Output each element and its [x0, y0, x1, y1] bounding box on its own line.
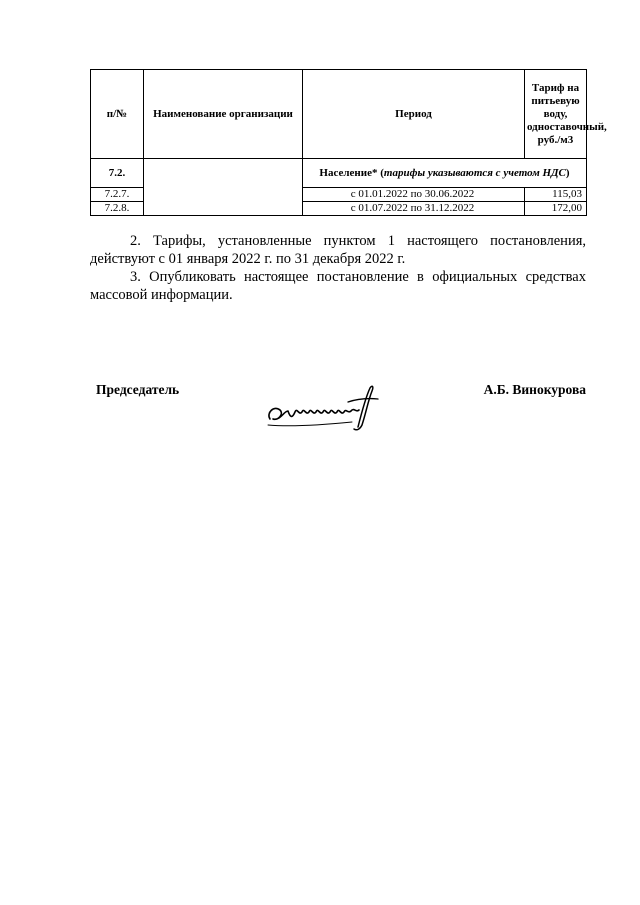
paragraph-3: [90, 268, 586, 304]
paragraph-3-text: 3. Опубликовать настоящее постановление в официальных средствах массовой информации.: [90, 269, 586, 303]
header-organization: Наименование организации: [144, 70, 303, 159]
group-label-italic: тарифы указываются с учетом НДС: [383, 167, 566, 179]
header-tariff: Тариф на питьевую воду, одноставочный, руб./м3: [525, 70, 587, 159]
tariff-table: [90, 69, 607, 216]
row-tariff: 115,03: [525, 188, 587, 202]
row-num: 7.2.8.: [91, 202, 144, 216]
row-period: с 01.01.2022 по 30.06.2022: [303, 188, 525, 202]
group-label-main: Население*: [319, 167, 378, 179]
signatory-name: А.Б. Винокурова: [483, 382, 586, 397]
row-num: 7.2.7.: [91, 188, 144, 202]
table-group-row: [91, 159, 587, 188]
paragraph-2: [90, 232, 586, 268]
organization-cell: [144, 159, 303, 216]
signatory-title: Председатель: [96, 382, 180, 397]
table-header-row: [91, 70, 587, 159]
group-label-paren-close: ): [565, 167, 570, 179]
group-label: [303, 159, 587, 188]
handwritten-signature: [262, 383, 382, 433]
paragraph-2-text: 2. Тарифы, установленные пунктом 1 настоящего постановления, действуют с 01 января 2022 г. по 31 декабря 2022 г.: [90, 233, 586, 267]
group-label-paren-open: (: [377, 167, 384, 179]
header-period: Период: [303, 70, 525, 159]
header-num: п/№: [91, 70, 144, 159]
row-tariff: 172,00: [525, 202, 587, 216]
group-num: 7.2.: [91, 159, 144, 188]
row-period: с 01.07.2022 по 31.12.2022: [303, 202, 525, 216]
